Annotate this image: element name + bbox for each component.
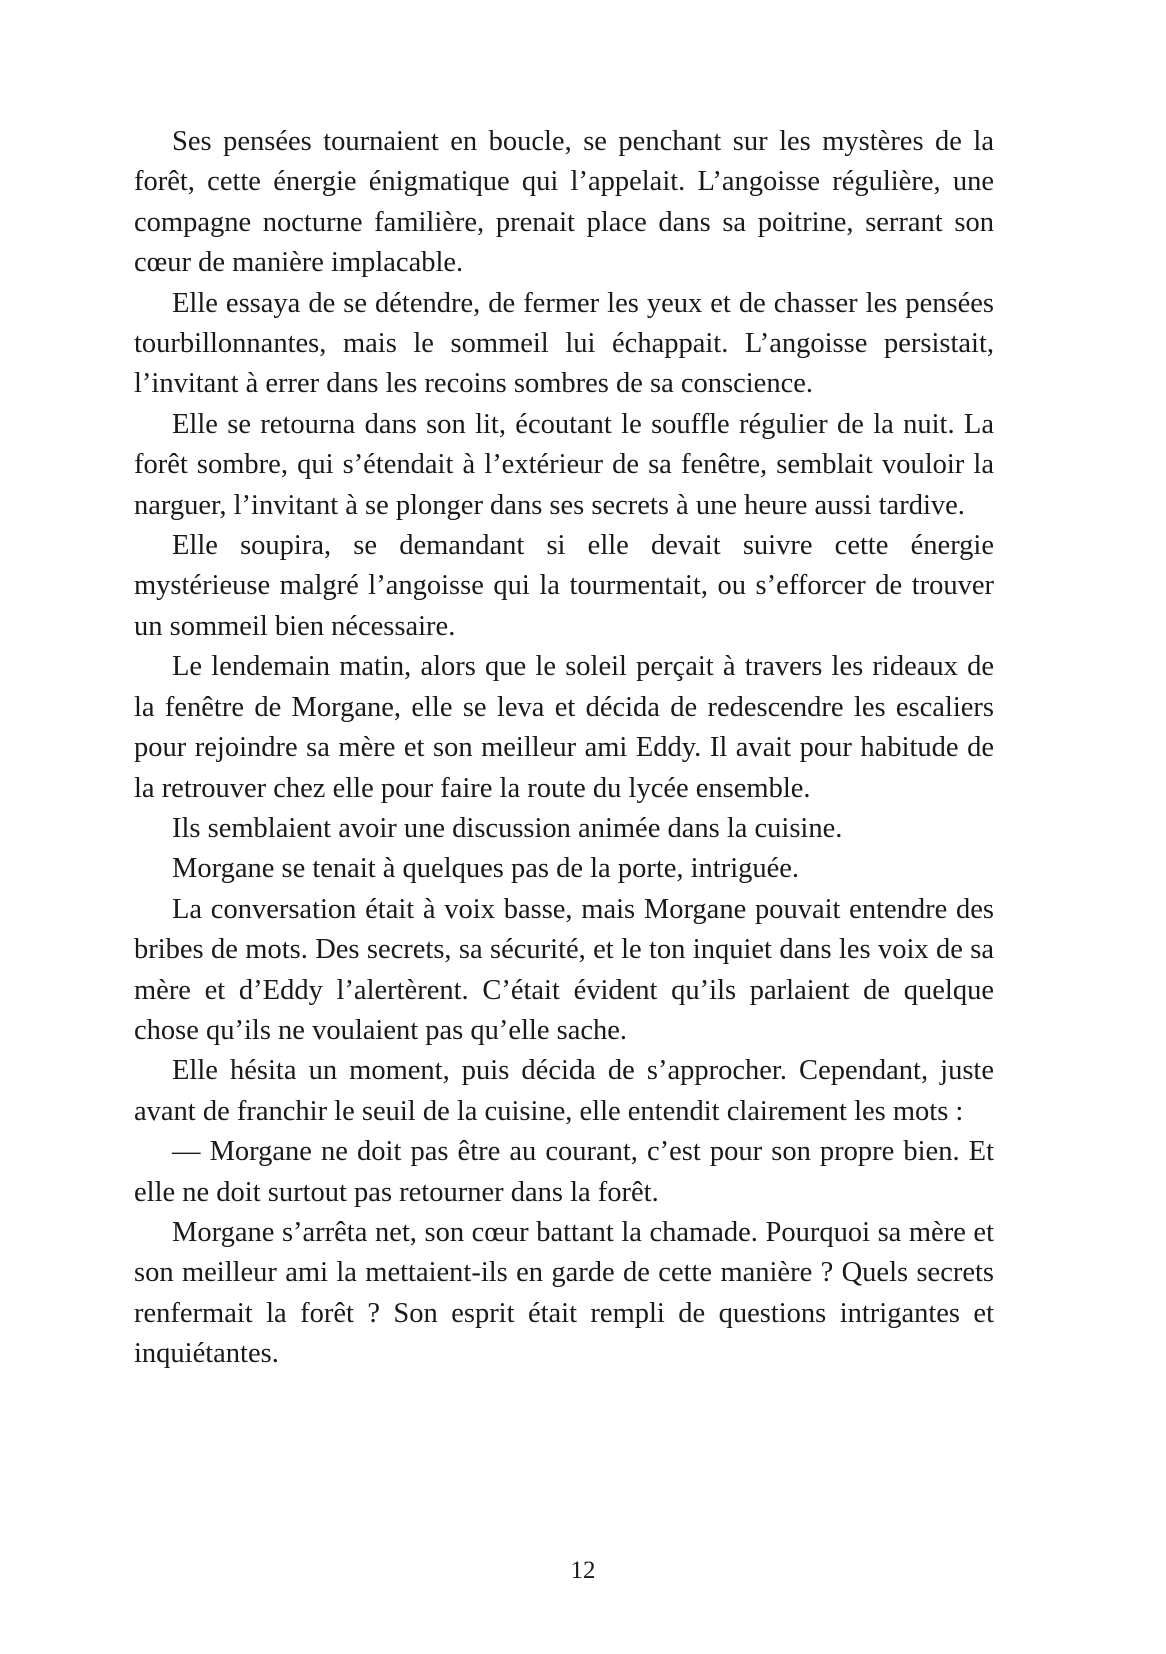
dialogue-paragraph: — Morgane ne doit pas être au courant, c’est pour son propre bien. Et elle ne doit surtout pas retourner dans la forêt. [134,1136,994,1208]
paragraph: Elle soupira, se demandant si elle devait suivre cette énergie mystérieuse malgré l’angoisse qui la tourmentait, ou s’efforcer de trouver un sommeil bien nécessaire. [134,530,994,642]
body-text [134,122,994,1375]
paragraph: La conversation était à voix basse, mais Morgane pouvait entendre des bribes de mots. Des secrets, sa sécurité, et le ton inquiet dans les voix de sa mère et d’Eddy l’alertèrent. C’était évident qu’ils parlaient de quelque chose qu’ils ne voulaient pas qu’elle sache. [134,893,994,1046]
page-number: 12 [570,1557,596,1584]
paragraph: Morgane s’arrêta net, son cœur battant la chamade. Pourquoi sa mère et son meilleur ami la mettaient-ils en garde de cette manière ? Quels secrets renfermait la forêt ? Son esprit était rempli de questions intrigantes et inquiétantes. [134,1216,994,1370]
paragraph: Elle se retourna dans son lit, écoutant le souffle régulier de la nuit. La forêt sombre, qui s’étendait à l’extérieur de sa fenêtre, semblait vouloir la narguer, l’invitant à se plonger dans ses secrets à une heure aussi tardive. [134,408,994,521]
paragraph: Morgane se tenait à quelques pas de la porte, intriguée. [172,853,800,885]
paragraph: Ses pensées tournaient en boucle, se penchant sur les mystères de la forêt, cette énergie énigmatique qui l’appelait. L’angoisse régulière, une compagne nocturne familière, prenait place dans sa poitrine, serrant son cœur de manière implacable. [134,126,994,279]
paragraph: Elle hésita un moment, puis décida de s’approcher. Cependant, juste avant de franchir le seuil de la cuisine, elle entendit clairement les mots : [134,1055,994,1127]
paragraph: Le lendemain matin, alors que le soleil perçait à travers les rideaux de la fenêtre de Morgane, elle se leva et décida de redescendre les escaliers pour rejoindre sa mère et son meilleur ami Eddy. Il avait pour habitude de la retrouver chez elle pour faire la route du lycée ensemble. [134,651,994,804]
paragraph: Ils semblaient avoir une discussion animée dans la cuisine. [172,812,843,844]
paragraph: Elle essaya de se détendre, de fermer les yeux et de chasser les pensées tourbillonnantes, mais le sommeil lui échappait. L’angoisse persistait, l’invitant à errer dans les recoins sombres de sa conscience. [134,287,994,400]
